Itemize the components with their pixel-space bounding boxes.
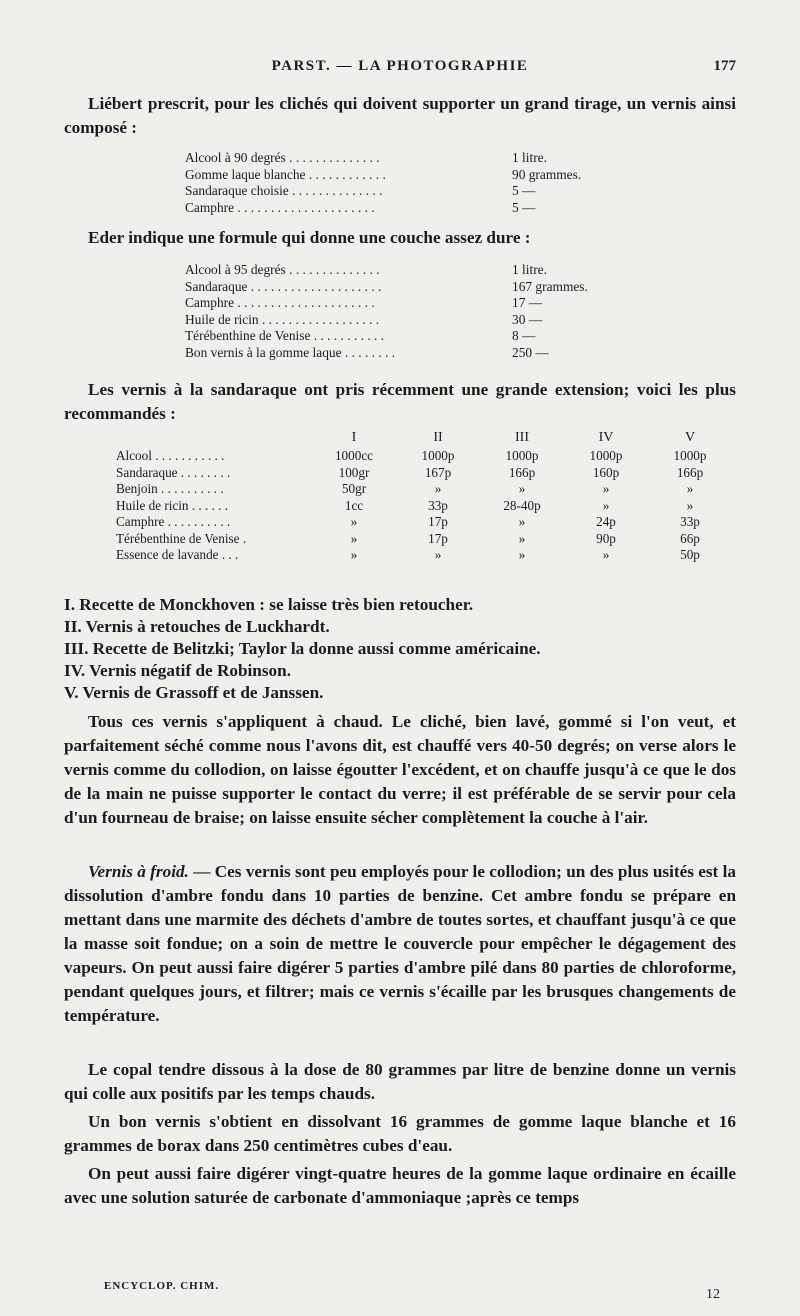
table-cell: » [350,547,358,563]
list-item: IV. Vernis négatif de Robinson. [64,661,291,680]
paragraph-application: Tous ces vernis s'appliquent à chaud. Le cliché, bien lavé, gommé si l'on veut, et parfaitement séché comme nous l'avons dit, est chauffé vers 40-50 degrés; on verse alors le vernis comme du collodion, on laisse égoutter l'excédent, et on chauffe jusqu'à ce que le dos de la main ne puisse supporter le contact du verre; il est préférable de se servir pour cela d'un fourneau de braise; on laisse ensuite sécher complètement la couche à l'air. [64,712,736,827]
table-cell: 66p [680,530,700,546]
column-header: IV [598,430,614,445]
table-cell: » [518,481,526,497]
table-row [116,465,732,482]
row-label: Benjoin . . . . . . . . . . [116,481,224,497]
table-row [116,514,732,531]
ingredient-quantity: 5 — [512,183,536,198]
column-header: I [351,430,357,445]
ingredient-label: Alcool à 90 degrés . . . . . . . . . . . . . . [185,150,380,165]
ingredient-label: Bon vernis à la gomme laque . . . . . . . . [185,344,396,360]
ingredient-quantity: 5 — [512,199,536,215]
row-label: Sandaraque . . . . . . . . [116,464,231,480]
table-cell: » [602,497,610,513]
table-corner [116,428,312,448]
table-cell: 50p [680,547,700,563]
table-cell: 33p [428,497,448,513]
running-header [64,58,736,82]
table-row [116,531,732,548]
row-label: Alcool . . . . . . . . . . . [116,448,225,464]
ingredient-label: Alcool à 95 degrés . . . . . . . . . . . . . . [185,262,380,277]
table-cell: 1000p [589,448,623,464]
ingredient-quantity: 8 — [512,328,536,343]
table-cell: » [434,481,442,497]
page-number: 177 [713,58,736,74]
varnish-table [116,428,732,564]
table-cell: 1cc [344,497,364,513]
ingredient-quantity: 90 grammes. [512,166,582,182]
ingredient-label: Gomme laque blanche . . . . . . . . . . . . [185,166,386,182]
paragraph-sandaraque: Les vernis à la sandaraque ont pris récemment une grande extension; voici les plus recommandés : [64,380,736,423]
table-cell: 100gr [338,464,370,480]
table-cell: 1000p [421,448,455,464]
table-cell: 17p [428,514,448,530]
table-row [116,448,732,465]
row-label: Huile de ricin . . . . . . [116,497,229,513]
list-item: I. Recette de Monckhoven : se laisse très bien retoucher. [64,595,474,614]
ingredient-quantity: 30 — [512,311,543,327]
ingredient-quantity: 17 — [512,295,543,310]
table-cell: 24p [596,514,616,530]
table-cell: » [686,481,694,497]
list-item: II. Vernis à retouches de Luckhardt. [64,617,330,636]
list-item: III. Recette de Belitzki; Taylor la donne aussi comme américaine. [64,639,541,658]
table-cell: » [518,547,526,563]
table-cell: 166p [676,464,704,480]
running-title: PARST. — LA PHOTOGRAPHIE [271,58,529,74]
table-cell: » [602,547,610,563]
table-row [116,547,732,564]
paragraph-liebert: Liébert prescrit, pour les clichés qui doivent supporter un grand tirage, un vernis ainsi composé : [64,94,736,137]
table-row [116,498,732,515]
table-cell: » [434,547,442,563]
table-cell: 1000p [673,448,707,464]
table-cell: 28-40p [503,497,541,513]
row-label: Camphre . . . . . . . . . . [116,514,231,530]
section-title-italic: Vernis à froid. [88,862,189,881]
ingredient-label: Sandaraque . . . . . . . . . . . . . . . . . . . . [185,278,382,294]
column-header: II [433,430,443,445]
table-cell: » [518,530,526,546]
row-label: Essence de lavande . . . [116,547,239,563]
list-item: V. Vernis de Grassoff et de Janssen. [64,683,324,702]
table-header-row [116,428,732,448]
ingredient-label: Sandaraque choisie . . . . . . . . . . . . . . [185,183,383,198]
paragraph-text: — Ces vernis sont peu employés pour le collodion; un des plus usités est la dissolution d'ambre fondu dans 10 parties de benzine. Cet ambre fondu se prépare en mettant dans une marmite des déchets d'ambre de toutes sortes, et chauffant jusqu'à ce que la masse soit fondue; on a soin de mettre le couvercle pour empêcher le dégagement des vapeurs. On peut aussi faire digérer 5 parties d'ambre pilé dans 80 parties de chloroforme, pendant quelques jours, et filtrer; mais ce vernis s'écaille par les brusques changements de température. [64,862,736,1025]
ingredient-quantity: 1 litre. [512,150,547,165]
ingredient-label: Térébenthine de Venise . . . . . . . . . . . [185,328,385,343]
signature-number: 12 [706,1287,720,1302]
varnish-notes-list [64,594,541,704]
paragraph-vernis-froid [64,860,736,1028]
table-cell: 167p [424,464,452,480]
column-header: III [515,430,529,445]
table-row [116,481,732,498]
paragraph-eder: Eder indique une formule qui donne une couche assez dure : [88,228,531,247]
table-cell: 160p [592,464,620,480]
table-cell: 1000cc [334,448,374,464]
table-cell: » [350,530,358,546]
column-header: V [684,430,696,445]
ingredient-label: Camphre . . . . . . . . . . . . . . . . . . . . . [185,199,375,215]
table-cell: 50gr [341,481,367,497]
ingredient-quantity: 1 litre. [512,262,547,277]
table-cell: » [602,481,610,497]
ingredient-quantity: 250 — [512,344,549,360]
paragraph-ammoniaque: On peut aussi faire digérer vingt-quatre heures de la gomme laque ordinaire en écaille avec une solution saturée de carbonate d'ammoniaque ;après ce temps [64,1164,736,1207]
paragraph-borax: Un bon vernis s'obtient en dissolvant 16 grammes de gomme laque blanche et 16 grammes de borax dans 250 centimètres cubes d'eau. [64,1112,736,1155]
table-cell: » [686,497,694,513]
table-cell: 1000p [505,448,539,464]
ingredient-label: Huile de ricin . . . . . . . . . . . . . . . . . . [185,311,380,327]
signature-mark: ENCYCLOP. CHIM. [104,1280,220,1292]
ingredient-label: Camphre . . . . . . . . . . . . . . . . . . . . . [185,295,375,310]
table-cell: » [518,514,526,530]
table-cell: » [350,514,358,530]
row-label: Térébenthine de Venise . [116,530,247,546]
table-cell: 166p [508,464,536,480]
table-cell: 33p [680,514,700,530]
table-cell: 17p [428,530,448,546]
table-cell: 90p [596,530,616,546]
ingredient-quantity: 167 grammes. [512,278,588,294]
paragraph-copal: Le copal tendre dissous à la dose de 80 grammes par litre de benzine donne un vernis qui colle aux positifs par les temps chauds. [64,1060,736,1103]
